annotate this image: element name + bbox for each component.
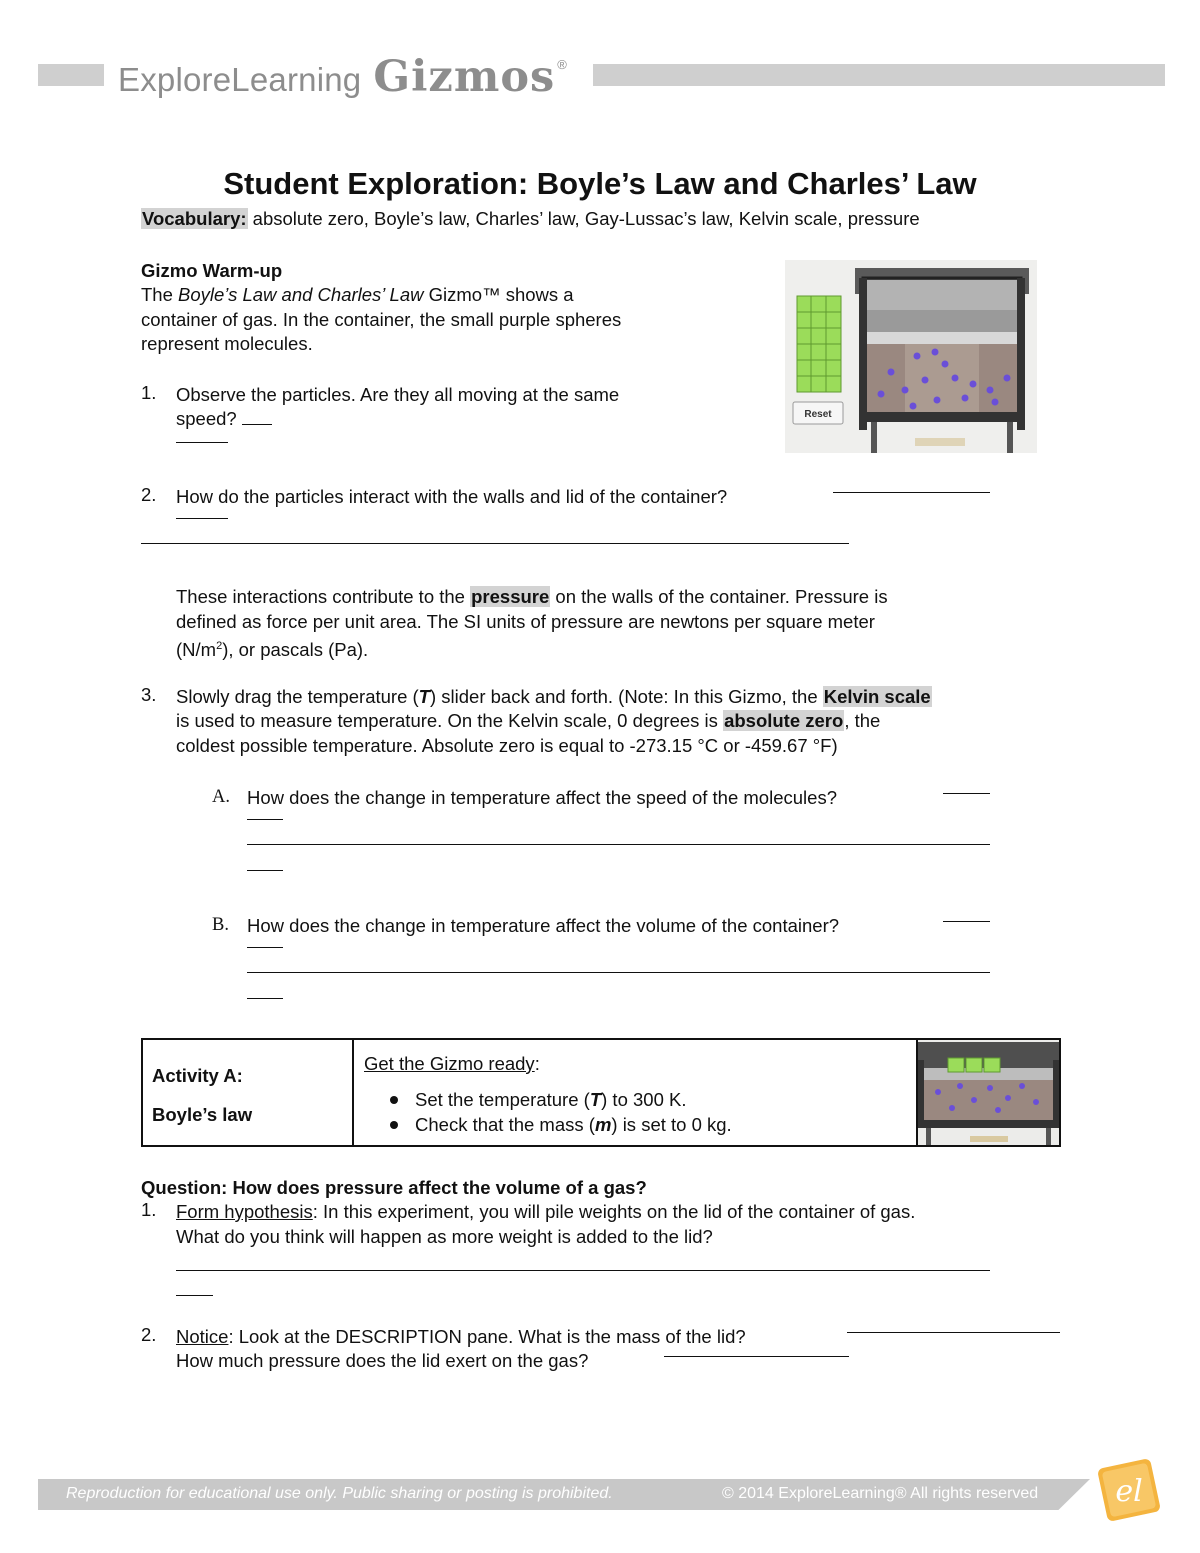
q3b-answer-line1[interactable] bbox=[247, 947, 283, 948]
registered-mark: ® bbox=[557, 57, 567, 72]
bullet-text: Check that the mass ( bbox=[415, 1114, 595, 1135]
q3-text: Slowly drag the temperature ( bbox=[176, 686, 419, 707]
hypothesis-text: : In this experiment, you will pile weights on the lid of the container of gas. bbox=[312, 1201, 916, 1222]
q3-text: is used to measure temperature. On the Kelvin scale, 0 degrees is bbox=[176, 710, 724, 731]
intro-text: The bbox=[141, 284, 179, 305]
hypothesis-answer-line2[interactable] bbox=[176, 1295, 213, 1296]
explorelearning-el-logo bbox=[1096, 1457, 1162, 1523]
q3a-letter: A. bbox=[212, 787, 230, 807]
lid-pressure-answer-blank[interactable] bbox=[664, 1356, 849, 1357]
q3-line2 bbox=[176, 708, 880, 733]
variable-m: m bbox=[594, 1114, 612, 1135]
pressure-line1 bbox=[176, 584, 888, 609]
gizmo-ready-heading bbox=[364, 1051, 540, 1076]
bullet-text: ) to 300 K. bbox=[601, 1089, 687, 1110]
explorelearning-gizmos-logo bbox=[118, 52, 567, 102]
el-logo-text: el bbox=[1115, 1474, 1143, 1509]
superscript-2: 2 bbox=[216, 640, 223, 652]
hypothesis-number: 1. bbox=[141, 1199, 157, 1220]
q1-text: speed? bbox=[176, 408, 237, 429]
header-bar-right bbox=[593, 64, 1165, 86]
q3a-answer-line1[interactable] bbox=[247, 819, 283, 820]
warmup-heading: Gizmo Warm-up bbox=[141, 260, 283, 281]
pressure-text: (N/m bbox=[176, 639, 217, 661]
term-pressure: pressure bbox=[471, 586, 550, 607]
q3a-answer-line2[interactable] bbox=[247, 844, 990, 845]
table-divider bbox=[352, 1038, 354, 1147]
vocabulary-label: Vocabulary: bbox=[142, 208, 247, 229]
question-heading: Question: How does pressure affect the volume of a gas? bbox=[141, 1177, 647, 1198]
term-kelvin-scale: Kelvin scale bbox=[823, 686, 931, 707]
el-logo-icon bbox=[1096, 1457, 1162, 1523]
q3-line1 bbox=[176, 684, 932, 709]
bullet-icon bbox=[390, 1096, 398, 1104]
q3b-letter: B. bbox=[212, 915, 229, 935]
activity-bullet-2 bbox=[415, 1112, 732, 1137]
reset-button-label: Reset bbox=[804, 409, 832, 420]
warmup-intro-line1 bbox=[141, 282, 574, 307]
gizmo-container-illustration bbox=[785, 260, 1037, 453]
bullet-text: Set the temperature ( bbox=[415, 1089, 590, 1110]
intro-text: Gizmo™ shows a bbox=[423, 284, 574, 305]
q2-answer-line[interactable] bbox=[176, 518, 228, 519]
q3b-text: How does the change in temperature affect the volume of the container? bbox=[247, 915, 840, 936]
bullet-icon bbox=[390, 1121, 398, 1129]
q1-answer-line[interactable] bbox=[176, 442, 228, 443]
lid-mass-answer-blank[interactable] bbox=[847, 1332, 1060, 1333]
pressure-text: These interactions contribute to the bbox=[176, 586, 471, 607]
q1-answer-blank[interactable] bbox=[242, 407, 272, 425]
page-title: Student Exploration: Boyle’s Law and Charles’ Law bbox=[223, 166, 977, 201]
pressure-text: on the walls of the container. Pressure is bbox=[550, 586, 888, 607]
notice-line2: How much pressure does the lid exert on the gas? bbox=[176, 1350, 589, 1371]
hypothesis-answer-line[interactable] bbox=[176, 1270, 990, 1271]
colon: : bbox=[534, 1053, 540, 1074]
q2-answer-blank[interactable] bbox=[833, 492, 990, 493]
q3-text: ) slider back and forth. (Note: In this Gizmo, the bbox=[429, 686, 823, 707]
footer-disclaimer: Reproduction for educational use only. Public sharing or posting is prohibited. bbox=[66, 1485, 613, 1502]
variable-t: T bbox=[589, 1089, 602, 1110]
q3-number: 3. bbox=[141, 684, 157, 705]
pressure-line2: defined as force per unit area. The SI units of pressure are newtons per square meter bbox=[176, 611, 875, 632]
gizmo-name: Boyle’s Law and Charles’ Law bbox=[178, 284, 424, 305]
q1-number: 1. bbox=[141, 382, 157, 403]
q2-number: 2. bbox=[141, 484, 157, 505]
bullet-text: ) is set to 0 kg. bbox=[611, 1114, 732, 1135]
notice-label: Notice bbox=[176, 1326, 229, 1347]
q2-text: How do the particles interact with the walls and lid of the container? bbox=[176, 486, 728, 507]
q3a-answer-line3[interactable] bbox=[247, 870, 283, 871]
notice-line1 bbox=[176, 1324, 746, 1349]
hypothesis-line2: What do you think will happen as more weight is added to the lid? bbox=[176, 1226, 713, 1247]
header-bar-left bbox=[38, 64, 104, 86]
notice-text: : Look at the DESCRIPTION pane. What is the mass of the lid? bbox=[228, 1326, 746, 1347]
q3-line3: coldest possible temperature. Absolute zero is equal to -273.15 °C or -459.67 °F) bbox=[176, 735, 838, 756]
gizmo-screenshot bbox=[785, 260, 1037, 453]
pressure-line3 bbox=[176, 634, 368, 662]
variable-t: T bbox=[418, 686, 430, 707]
q2-answer-line-long[interactable] bbox=[141, 543, 849, 544]
q3b-answer-line3[interactable] bbox=[247, 998, 283, 999]
hypothesis-line1 bbox=[176, 1199, 915, 1224]
gizmo-ready-label: Get the Gizmo ready bbox=[364, 1053, 535, 1074]
vocabulary-terms: absolute zero, Boyle’s law, Charles’ law, Gay-Lussac’s law, Kelvin scale, pressure bbox=[247, 208, 920, 229]
notice-number: 2. bbox=[141, 1324, 157, 1345]
q3a-text: How does the change in temperature affect the speed of the molecules? bbox=[247, 787, 837, 808]
term-absolute-zero: absolute zero bbox=[724, 710, 844, 731]
q1-line2 bbox=[176, 406, 272, 431]
pressure-text: ), or pascals (Pa). bbox=[222, 639, 369, 661]
activity-bullet-1 bbox=[415, 1087, 686, 1112]
q3a-answer-blank[interactable] bbox=[943, 793, 990, 794]
gizmo-thumbnail-illustration bbox=[918, 1040, 1059, 1145]
q3b-answer-line2[interactable] bbox=[247, 972, 990, 973]
activity-title: Activity A: bbox=[152, 1065, 243, 1086]
warmup-intro-line3: represent molecules. bbox=[141, 333, 313, 354]
brand-gizmos: Gizmos bbox=[373, 52, 556, 102]
warmup-intro-line2: container of gas. In the container, the small purple spheres bbox=[141, 309, 622, 330]
footer-copyright: © 2014 ExploreLearning® All rights reserved bbox=[722, 1485, 1039, 1502]
vocabulary-line bbox=[141, 208, 920, 230]
q3b-answer-blank[interactable] bbox=[943, 921, 990, 922]
brand-explorelearning: ExploreLearning bbox=[118, 61, 362, 98]
form-hypothesis-label: Form hypothesis bbox=[176, 1201, 313, 1222]
q1-line1: Observe the particles. Are they all moving at the same bbox=[176, 384, 620, 405]
activity-subtitle: Boyle’s law bbox=[152, 1104, 253, 1125]
q3-text: , the bbox=[844, 710, 881, 731]
activity-gizmo-thumbnail bbox=[918, 1040, 1059, 1145]
